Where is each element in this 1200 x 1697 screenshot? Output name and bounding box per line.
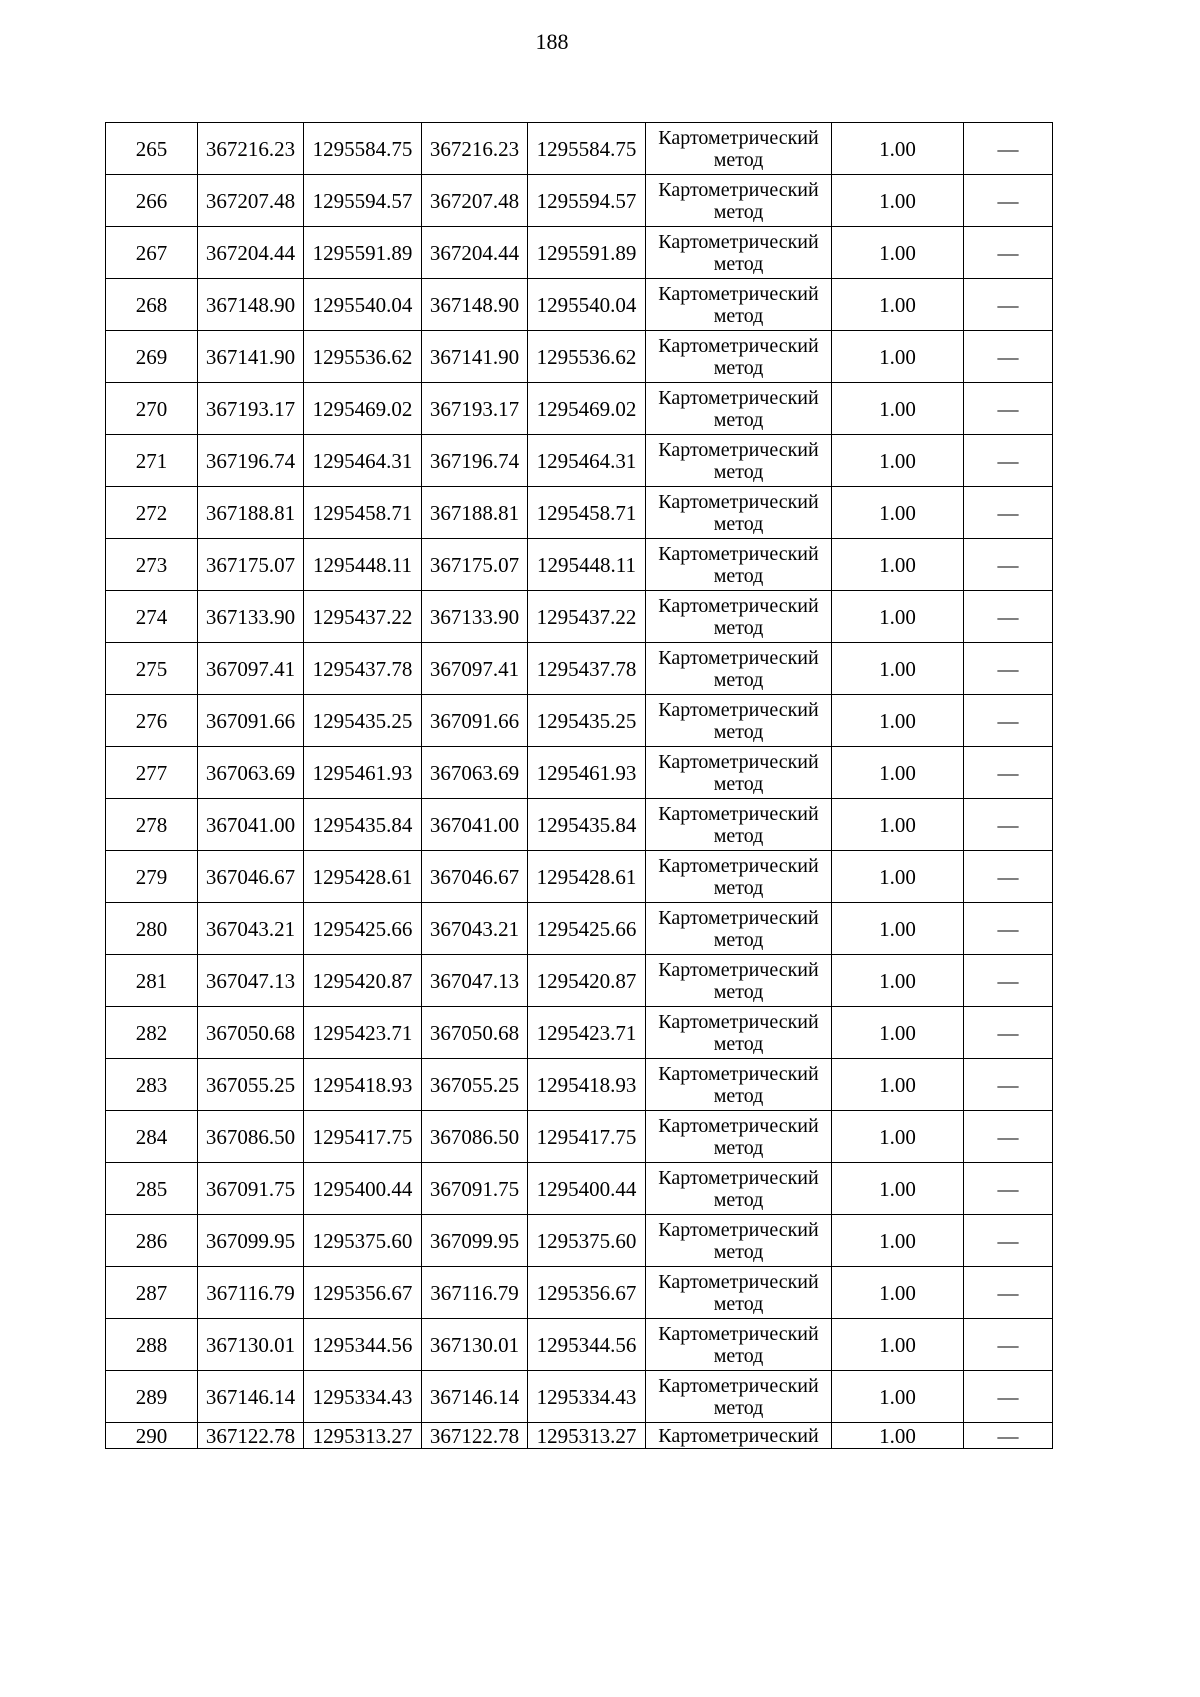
cell-point-number: 274 [106, 591, 198, 643]
cell-point-number: 271 [106, 435, 198, 487]
cell-accuracy: 1.00 [832, 851, 964, 903]
cell-note: — [964, 1059, 1053, 1111]
cell-note: — [964, 539, 1053, 591]
cell-point-number: 277 [106, 747, 198, 799]
cell-accuracy: 1.00 [832, 1215, 964, 1267]
cell-y-existing: 1295464.31 [304, 435, 422, 487]
cell-accuracy: 1.00 [832, 1111, 964, 1163]
cell-y-existing: 1295423.71 [304, 1007, 422, 1059]
table-row [106, 1267, 1053, 1319]
table-row [106, 1111, 1053, 1163]
cell-point-number: 284 [106, 1111, 198, 1163]
cell-y-existing: 1295428.61 [304, 851, 422, 903]
cell-method: Картометрический метод [646, 1111, 832, 1163]
cell-note: — [964, 331, 1053, 383]
cell-point-number: 265 [106, 123, 198, 175]
cell-note: — [964, 851, 1053, 903]
cell-method: Картометрический метод [646, 487, 832, 539]
table-body [106, 123, 1053, 1449]
cell-x-existing: 367148.90 [198, 279, 304, 331]
cell-accuracy: 1.00 [832, 955, 964, 1007]
cell-accuracy: 1.00 [832, 1423, 964, 1449]
cell-y-refined: 1295594.57 [528, 175, 646, 227]
table-row [106, 175, 1053, 227]
cell-accuracy: 1.00 [832, 175, 964, 227]
table-row [106, 1423, 1053, 1449]
cell-point-number: 278 [106, 799, 198, 851]
cell-note: — [964, 747, 1053, 799]
table-row [106, 435, 1053, 487]
cell-x-refined: 367175.07 [422, 539, 528, 591]
cell-method: Картометрический метод [646, 383, 832, 435]
cell-x-existing: 367188.81 [198, 487, 304, 539]
cell-x-existing: 367175.07 [198, 539, 304, 591]
cell-note: — [964, 227, 1053, 279]
cell-point-number: 279 [106, 851, 198, 903]
cell-point-number: 266 [106, 175, 198, 227]
cell-x-existing: 367116.79 [198, 1267, 304, 1319]
table-row [106, 487, 1053, 539]
cell-accuracy: 1.00 [832, 1059, 964, 1111]
cell-x-refined: 367046.67 [422, 851, 528, 903]
cell-x-refined: 367204.44 [422, 227, 528, 279]
cell-point-number: 269 [106, 331, 198, 383]
cell-accuracy: 1.00 [832, 591, 964, 643]
cell-method: Картометрический метод [646, 227, 832, 279]
table-row [106, 643, 1053, 695]
cell-method: Картометрический метод [646, 747, 832, 799]
cell-x-existing: 367091.75 [198, 1163, 304, 1215]
cell-y-existing: 1295437.22 [304, 591, 422, 643]
cell-point-number: 270 [106, 383, 198, 435]
cell-note: — [964, 695, 1053, 747]
cell-point-number: 287 [106, 1267, 198, 1319]
cell-y-existing: 1295437.78 [304, 643, 422, 695]
cell-y-existing: 1295334.43 [304, 1371, 422, 1423]
cell-note: — [964, 799, 1053, 851]
cell-x-existing: 367196.74 [198, 435, 304, 487]
cell-x-existing: 367097.41 [198, 643, 304, 695]
cell-point-number: 272 [106, 487, 198, 539]
cell-note: — [964, 903, 1053, 955]
cell-y-existing: 1295418.93 [304, 1059, 422, 1111]
cell-note: — [964, 1215, 1053, 1267]
table-row [106, 695, 1053, 747]
table-row [106, 279, 1053, 331]
cell-y-refined: 1295428.61 [528, 851, 646, 903]
cell-accuracy: 1.00 [832, 1371, 964, 1423]
table-row [106, 1371, 1053, 1423]
cell-note: — [964, 487, 1053, 539]
cell-accuracy: 1.00 [832, 1319, 964, 1371]
cell-y-existing: 1295344.56 [304, 1319, 422, 1371]
cell-note: — [964, 591, 1053, 643]
cell-y-existing: 1295461.93 [304, 747, 422, 799]
cell-y-refined: 1295425.66 [528, 903, 646, 955]
cell-note: — [964, 643, 1053, 695]
cell-accuracy: 1.00 [832, 331, 964, 383]
table-row [106, 227, 1053, 279]
cell-method: Картометрический метод [646, 799, 832, 851]
cell-accuracy: 1.00 [832, 539, 964, 591]
cell-y-refined: 1295536.62 [528, 331, 646, 383]
cell-accuracy: 1.00 [832, 435, 964, 487]
cell-y-refined: 1295420.87 [528, 955, 646, 1007]
cell-y-existing: 1295591.89 [304, 227, 422, 279]
cell-accuracy: 1.00 [832, 1267, 964, 1319]
cell-y-existing: 1295536.62 [304, 331, 422, 383]
cell-x-existing: 367055.25 [198, 1059, 304, 1111]
cell-y-existing: 1295448.11 [304, 539, 422, 591]
cell-accuracy: 1.00 [832, 1163, 964, 1215]
cell-y-existing: 1295458.71 [304, 487, 422, 539]
cell-x-refined: 367063.69 [422, 747, 528, 799]
cell-y-refined: 1295540.04 [528, 279, 646, 331]
cell-y-existing: 1295435.84 [304, 799, 422, 851]
cell-note: — [964, 1007, 1053, 1059]
cell-y-existing: 1295469.02 [304, 383, 422, 435]
table-row [106, 747, 1053, 799]
cell-y-refined: 1295435.84 [528, 799, 646, 851]
cell-method: Картометрический метод [646, 539, 832, 591]
cell-y-existing: 1295400.44 [304, 1163, 422, 1215]
cell-method: Картометрический метод [646, 1059, 832, 1111]
cell-method: Картометрический метод [646, 1319, 832, 1371]
cell-x-refined: 367047.13 [422, 955, 528, 1007]
cell-x-existing: 367133.90 [198, 591, 304, 643]
page-number: 188 [535, 29, 569, 54]
cell-x-refined: 367196.74 [422, 435, 528, 487]
cell-point-number: 268 [106, 279, 198, 331]
cell-accuracy: 1.00 [832, 643, 964, 695]
cell-x-refined: 367188.81 [422, 487, 528, 539]
cell-y-refined: 1295437.22 [528, 591, 646, 643]
cell-note: — [964, 1267, 1053, 1319]
cell-y-refined: 1295418.93 [528, 1059, 646, 1111]
cell-x-existing: 367193.17 [198, 383, 304, 435]
table-row [106, 123, 1053, 175]
cell-x-refined: 367043.21 [422, 903, 528, 955]
cell-y-refined: 1295464.31 [528, 435, 646, 487]
coordinates-table [105, 122, 1053, 1449]
cell-x-refined: 367086.50 [422, 1111, 528, 1163]
cell-accuracy: 1.00 [832, 747, 964, 799]
cell-point-number: 288 [106, 1319, 198, 1371]
cell-x-refined: 367193.17 [422, 383, 528, 435]
cell-x-existing: 367216.23 [198, 123, 304, 175]
cell-x-refined: 367148.90 [422, 279, 528, 331]
table-row [106, 799, 1053, 851]
cell-point-number: 280 [106, 903, 198, 955]
cell-method: Картометрический метод [646, 695, 832, 747]
cell-note: — [964, 123, 1053, 175]
cell-accuracy: 1.00 [832, 383, 964, 435]
cell-method: Картометрический метод [646, 331, 832, 383]
cell-y-refined: 1295469.02 [528, 383, 646, 435]
cell-x-refined: 367091.75 [422, 1163, 528, 1215]
cell-method: Картометрический метод [646, 591, 832, 643]
cell-x-refined: 367050.68 [422, 1007, 528, 1059]
cell-point-number: 289 [106, 1371, 198, 1423]
cell-x-existing: 367043.21 [198, 903, 304, 955]
cell-y-refined: 1295448.11 [528, 539, 646, 591]
cell-y-refined: 1295584.75 [528, 123, 646, 175]
cell-y-existing: 1295356.67 [304, 1267, 422, 1319]
table-row [106, 331, 1053, 383]
cell-y-refined: 1295344.56 [528, 1319, 646, 1371]
cell-x-existing: 367086.50 [198, 1111, 304, 1163]
cell-method: Картометрический метод [646, 903, 832, 955]
table-row [106, 383, 1053, 435]
cell-point-number: 273 [106, 539, 198, 591]
cell-y-existing: 1295313.27 [304, 1423, 422, 1449]
cell-note: — [964, 435, 1053, 487]
cell-accuracy: 1.00 [832, 123, 964, 175]
cell-x-refined: 367207.48 [422, 175, 528, 227]
cell-note: — [964, 279, 1053, 331]
cell-note: — [964, 1111, 1053, 1163]
cell-y-existing: 1295584.75 [304, 123, 422, 175]
cell-y-existing: 1295420.87 [304, 955, 422, 1007]
cell-method: Картометрический метод [646, 1215, 832, 1267]
cell-x-refined: 367122.78 [422, 1423, 528, 1449]
cell-point-number: 286 [106, 1215, 198, 1267]
cell-x-refined: 367141.90 [422, 331, 528, 383]
cell-x-refined: 367116.79 [422, 1267, 528, 1319]
cell-x-existing: 367146.14 [198, 1371, 304, 1423]
table-row [106, 1319, 1053, 1371]
cell-x-refined: 367130.01 [422, 1319, 528, 1371]
table-row [106, 539, 1053, 591]
cell-x-existing: 367207.48 [198, 175, 304, 227]
cell-y-refined: 1295423.71 [528, 1007, 646, 1059]
cell-point-number: 290 [106, 1423, 198, 1449]
cell-y-refined: 1295591.89 [528, 227, 646, 279]
cell-note: — [964, 175, 1053, 227]
cell-x-refined: 367133.90 [422, 591, 528, 643]
cell-method: Картометрический [646, 1423, 832, 1449]
cell-accuracy: 1.00 [832, 487, 964, 539]
cell-note: — [964, 955, 1053, 1007]
cell-x-refined: 367099.95 [422, 1215, 528, 1267]
cell-y-refined: 1295375.60 [528, 1215, 646, 1267]
table-row [106, 955, 1053, 1007]
cell-x-existing: 367063.69 [198, 747, 304, 799]
cell-accuracy: 1.00 [832, 903, 964, 955]
cell-y-existing: 1295425.66 [304, 903, 422, 955]
cell-x-existing: 367047.13 [198, 955, 304, 1007]
cell-y-refined: 1295417.75 [528, 1111, 646, 1163]
cell-y-refined: 1295400.44 [528, 1163, 646, 1215]
cell-note: — [964, 1163, 1053, 1215]
cell-note: — [964, 1423, 1053, 1449]
cell-method: Картометрический метод [646, 279, 832, 331]
cell-note: — [964, 383, 1053, 435]
cell-x-existing: 367130.01 [198, 1319, 304, 1371]
cell-x-existing: 367046.67 [198, 851, 304, 903]
cell-y-existing: 1295375.60 [304, 1215, 422, 1267]
cell-method: Картометрический метод [646, 643, 832, 695]
cell-x-refined: 367216.23 [422, 123, 528, 175]
cell-y-refined: 1295435.25 [528, 695, 646, 747]
table-row [106, 851, 1053, 903]
cell-y-refined: 1295356.67 [528, 1267, 646, 1319]
cell-method: Картометрический метод [646, 1007, 832, 1059]
cell-point-number: 283 [106, 1059, 198, 1111]
cell-point-number: 282 [106, 1007, 198, 1059]
table-row [106, 1215, 1053, 1267]
cell-x-existing: 367122.78 [198, 1423, 304, 1449]
table-row [106, 903, 1053, 955]
cell-point-number: 267 [106, 227, 198, 279]
cell-method: Картометрический метод [646, 955, 832, 1007]
cell-method: Картометрический метод [646, 435, 832, 487]
cell-method: Картометрический метод [646, 1163, 832, 1215]
cell-x-refined: 367091.66 [422, 695, 528, 747]
cell-accuracy: 1.00 [832, 227, 964, 279]
cell-x-existing: 367204.44 [198, 227, 304, 279]
cell-accuracy: 1.00 [832, 279, 964, 331]
cell-accuracy: 1.00 [832, 695, 964, 747]
cell-x-existing: 367141.90 [198, 331, 304, 383]
cell-y-refined: 1295437.78 [528, 643, 646, 695]
cell-method: Картометрический метод [646, 1371, 832, 1423]
cell-y-existing: 1295435.25 [304, 695, 422, 747]
cell-accuracy: 1.00 [832, 799, 964, 851]
cell-y-existing: 1295417.75 [304, 1111, 422, 1163]
cell-method: Картометрический метод [646, 1267, 832, 1319]
cell-method: Картометрический метод [646, 175, 832, 227]
cell-accuracy: 1.00 [832, 1007, 964, 1059]
cell-y-refined: 1295313.27 [528, 1423, 646, 1449]
cell-y-existing: 1295594.57 [304, 175, 422, 227]
cell-method: Картометрический метод [646, 123, 832, 175]
cell-note: — [964, 1371, 1053, 1423]
cell-x-existing: 367050.68 [198, 1007, 304, 1059]
table-row [106, 1059, 1053, 1111]
cell-point-number: 285 [106, 1163, 198, 1215]
cell-x-refined: 367041.00 [422, 799, 528, 851]
cell-method: Картометрический метод [646, 851, 832, 903]
cell-y-refined: 1295461.93 [528, 747, 646, 799]
cell-x-refined: 367146.14 [422, 1371, 528, 1423]
cell-x-refined: 367097.41 [422, 643, 528, 695]
cell-point-number: 276 [106, 695, 198, 747]
cell-y-existing: 1295540.04 [304, 279, 422, 331]
cell-point-number: 281 [106, 955, 198, 1007]
table-row [106, 1163, 1053, 1215]
cell-y-refined: 1295458.71 [528, 487, 646, 539]
table-row [106, 1007, 1053, 1059]
cell-x-existing: 367091.66 [198, 695, 304, 747]
cell-x-existing: 367041.00 [198, 799, 304, 851]
cell-x-existing: 367099.95 [198, 1215, 304, 1267]
cell-point-number: 275 [106, 643, 198, 695]
cell-note: — [964, 1319, 1053, 1371]
table-row [106, 591, 1053, 643]
cell-x-refined: 367055.25 [422, 1059, 528, 1111]
cell-y-refined: 1295334.43 [528, 1371, 646, 1423]
